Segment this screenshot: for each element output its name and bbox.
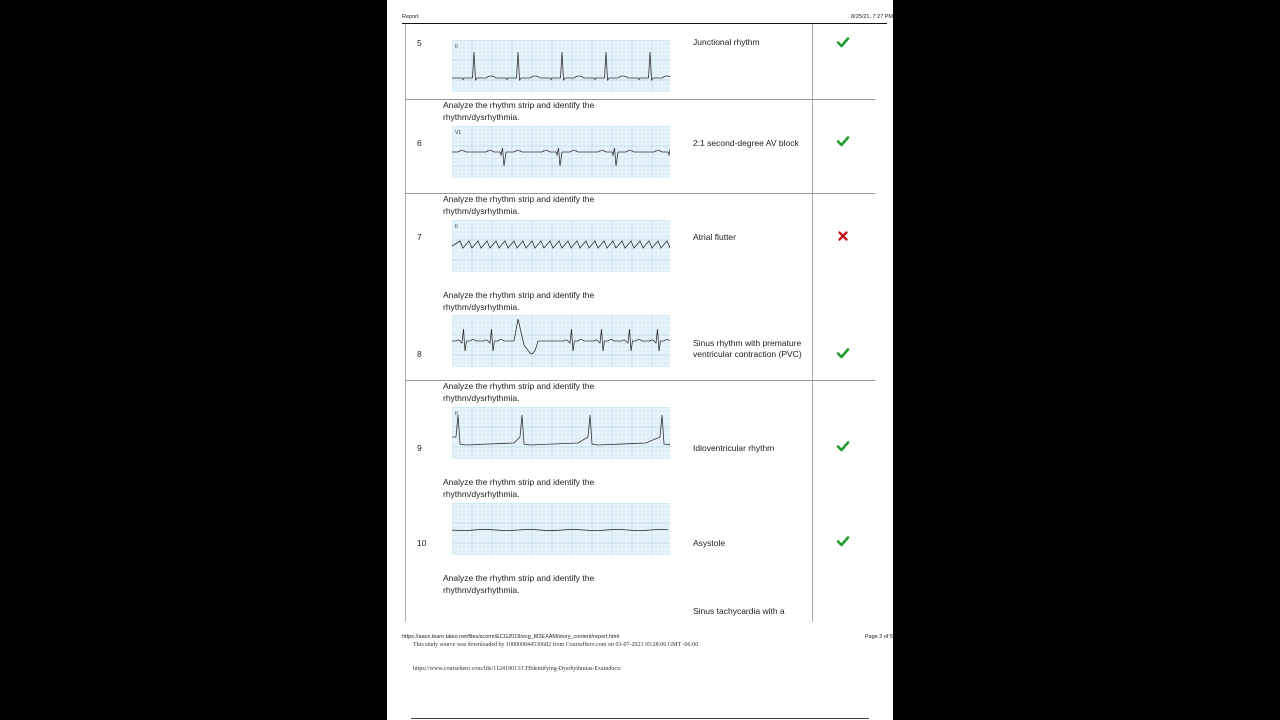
ecg-strip-svg [452, 220, 670, 272]
rhythm-strip [452, 220, 670, 272]
selected-answer: 2:1 second-degree AV block [693, 138, 799, 148]
table-row [405, 193, 875, 287]
lead-label: II [455, 411, 458, 417]
question-prompt: Analyze the rhythm strip and identify the rhythm/dysrhythmia. [443, 194, 595, 216]
ecg-strip-svg [452, 407, 670, 459]
table-row [405, 24, 875, 100]
selected-answer: Sinus tachycardia with a [693, 606, 785, 616]
question-number: 5 [417, 38, 422, 48]
question-prompt: Analyze the rhythm strip and identify the rhythm/dysrhythmia. [443, 100, 595, 122]
check-icon-path [838, 350, 848, 358]
selected-answer: Junctional rhythm [693, 37, 760, 47]
table-row [405, 99, 875, 194]
question-number: 7 [417, 232, 422, 242]
check-icon [836, 439, 850, 453]
selected-answer: Idioventricular rhythm [693, 443, 775, 453]
table-row [405, 380, 875, 476]
rhythm-strip [452, 40, 670, 92]
question-prompt: Analyze the rhythm strip and identify the rhythm/dysrhythmia. [443, 290, 595, 312]
lead-label: II [455, 224, 458, 230]
footer-page-number: Page 2 of 5 [864, 634, 893, 640]
question-number: 6 [417, 138, 422, 148]
question-number: 8 [417, 349, 422, 359]
source-notice: This study source was downloaded by 100000844530682 from CourseHero.com on 03-07-2023 05:28:06 GMT -06:00 [413, 642, 699, 648]
rhythm-strip [452, 503, 670, 555]
check-icon-path [838, 39, 848, 47]
check-icon [836, 346, 850, 360]
ecg-strip-svg [452, 40, 670, 92]
check-icon-path [838, 138, 848, 146]
source-link[interactable]: https://www.coursehero.com/file/112419013/CHIdentifying-Dysrhythmias-Examdocx/ [413, 666, 622, 672]
selected-answer: Sinus rhythm with premature ventricular contraction (PVC) [693, 338, 802, 359]
ecg-strip-svg [452, 315, 670, 367]
table-row [405, 476, 875, 572]
ecg-strip-svg [452, 126, 670, 178]
question-number: 10 [417, 538, 427, 548]
rhythm-strip [452, 126, 670, 178]
question-prompt: Analyze the rhythm strip and identify the rhythm/dysrhythmia. [443, 381, 595, 403]
check-icon-path [838, 443, 848, 451]
lead-label: II [455, 44, 458, 50]
selected-answer: Asystole [693, 538, 726, 548]
rhythm-strip [452, 407, 670, 459]
footer-url: https://aacn.learn.taleo.net/files/scorm/ECG2019/ecg_M2EXAM/story_content/report.html [402, 634, 620, 640]
ecg-strip-svg [452, 503, 670, 555]
question-prompt: Analyze the rhythm strip and identify the rhythm/dysrhythmia. [443, 477, 595, 499]
selected-answer: Atrial flutter [693, 232, 736, 242]
cross-icon-path [840, 233, 847, 240]
table-row [405, 287, 875, 381]
report-page [387, 0, 893, 720]
results-table [405, 24, 875, 622]
question-number: 9 [417, 443, 422, 453]
header-timestamp: 8/25/21, 7:27 PM [851, 14, 893, 20]
rhythm-strip [452, 315, 670, 367]
header-title: Report [402, 14, 419, 20]
check-icon [836, 134, 850, 148]
lead-label: V1 [455, 130, 462, 136]
check-icon [836, 35, 850, 49]
table-row [405, 572, 875, 622]
footer-divider [411, 718, 869, 719]
check-icon [836, 534, 850, 548]
cross-icon [836, 229, 850, 243]
check-icon-path [838, 538, 848, 546]
question-prompt: Analyze the rhythm strip and identify the rhythm/dysrhythmia. [443, 573, 595, 595]
